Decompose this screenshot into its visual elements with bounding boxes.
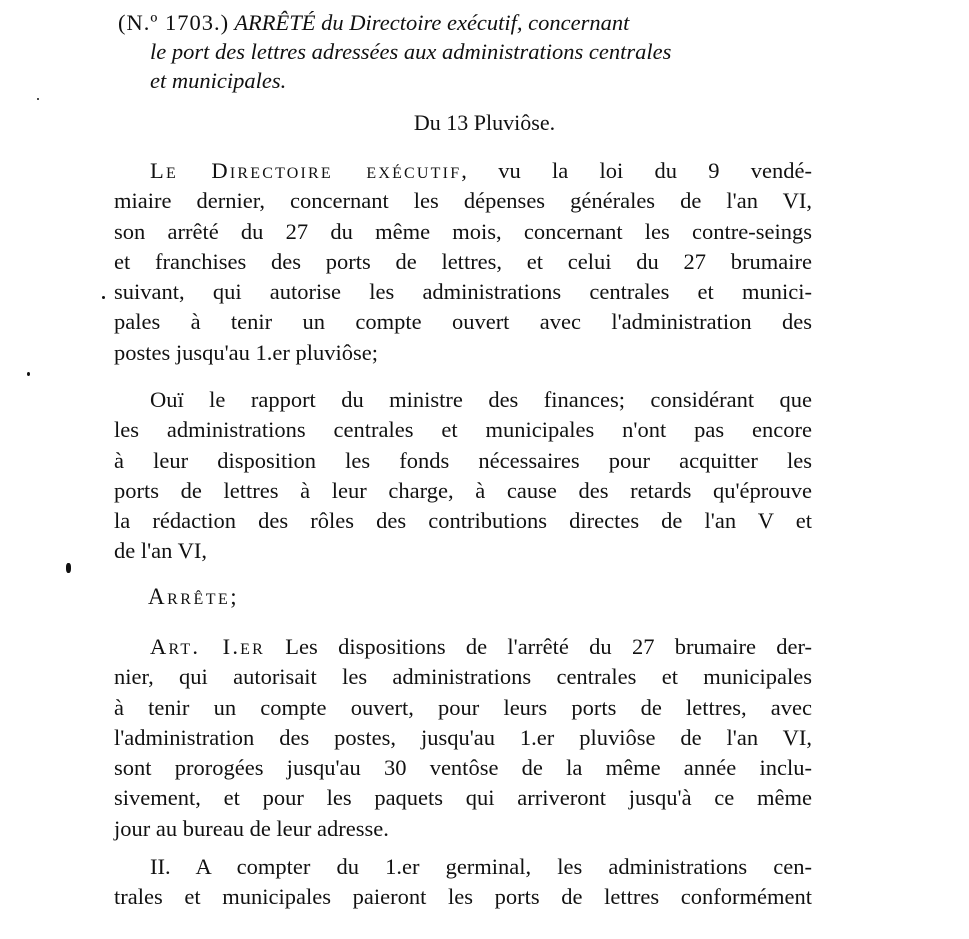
article-1-line: jour au bureau de leur adresse. [114, 815, 389, 841]
article-1-line: à tenir un compte ouvert, pour leurs ports de lettres, avec [114, 694, 812, 720]
considerant-line: à leur disposition les fonds nécessaires pour acquitter les [114, 447, 812, 473]
preamble-line: son arrêté du 27 du même mois, concernant les contre-seings [114, 218, 812, 244]
considerant-line: de l'an VI, [114, 538, 207, 564]
article-1-line: Art. I.er Les dispositions de l'arrêté du 27 brumaire der- [150, 634, 812, 659]
considerant-line: Ouï le rapport du ministre des finances; considérant que [150, 387, 812, 412]
decree-title-line-2: le port des lettres adressées aux administrations centrales [150, 39, 672, 64]
preamble-line: miaire dernier, concernant les dépenses générales de l'an VI, [114, 188, 812, 214]
preamble-line: pales à tenir un compte ouvert avec l'administration des [114, 309, 812, 335]
decree-number: (N.º 1703.) [118, 10, 230, 35]
decree-date: Du 13 Pluviôse. [413, 110, 556, 135]
preamble-line: postes jusqu'au 1.er pluviôse; [114, 339, 379, 365]
considerant-paragraph [114, 385, 812, 567]
article-1 [114, 632, 812, 844]
arrete-heading: Arrête; [148, 584, 240, 609]
scan-speck [102, 296, 105, 299]
scan-speck [66, 563, 71, 573]
article-1-line: sivement, et pour les paquets qui arriveront jusqu'à ce même [114, 785, 812, 811]
article-2-line: trales et municipales paieront les ports de lettres conformément [114, 884, 812, 910]
decree-title-line-3: et municipales. [150, 68, 287, 93]
preamble-line: et franchises des ports de lettres, et celui du 27 brumaire [114, 248, 812, 274]
article-1-line: nier, qui autorisait les administrations centrales et municipales [114, 664, 812, 690]
scan-speck [27, 372, 30, 376]
decree-title [118, 8, 818, 95]
article-1-line: sont prorogées jusqu'au 30 ventôse de la même année inclu- [114, 755, 812, 781]
article-1-label: Art. I.er [150, 634, 266, 659]
article-2-line: II. A compter du 1.er germinal, les administrations cen- [150, 854, 812, 879]
preamble-line: Le Directoire exécutif, vu la loi du 9 vendé- [150, 158, 812, 183]
considerant-line: la rédaction des rôles des contributions directes de l'an V et [114, 508, 812, 534]
considerant-line: ports de lettres à leur charge, à cause des retards qu'éprouve [114, 477, 812, 503]
considerant-line: les administrations centrales et municipales n'ont pas encore [114, 417, 812, 443]
directoire-small-caps: Le Directoire exécutif [150, 158, 462, 183]
decree-title-line-1: ARRÊTÉ du Directoire exécutif, concernant [234, 10, 630, 35]
preamble-line: suivant, qui autorise les administrations centrales et munici- [114, 279, 812, 305]
article-1-line: l'administration des postes, jusqu'au 1.er pluviôse de l'an VI, [114, 724, 812, 750]
scan-speck [37, 98, 39, 100]
article-2 [114, 852, 812, 913]
arrete-heading-block [114, 582, 812, 612]
preamble-paragraph [114, 156, 812, 368]
